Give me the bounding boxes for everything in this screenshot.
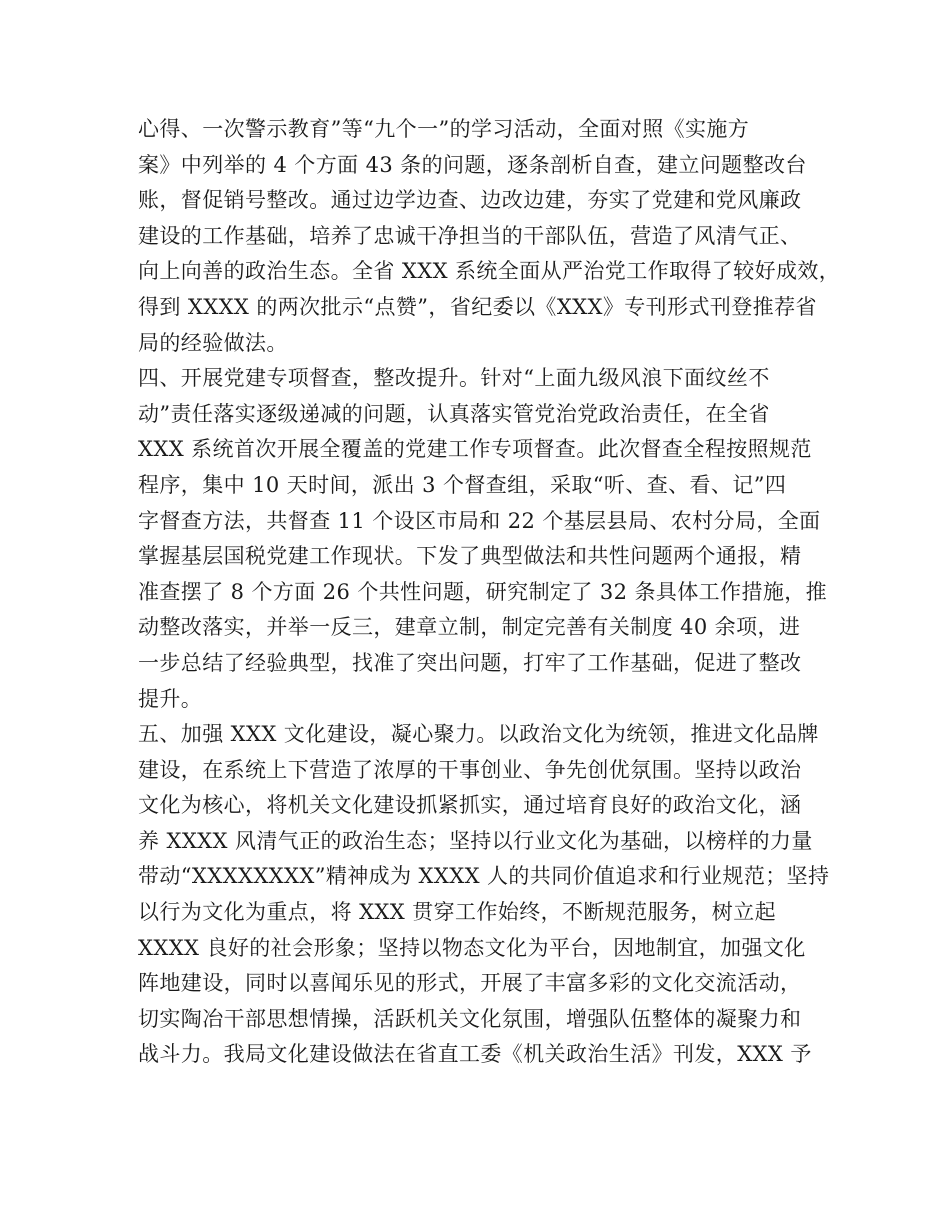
text-line: 局的经验做法。 [138,330,288,355]
text-line: 养 XXXX 风清气正的政治生态；坚持以行业文化为基础，以榜样的力量 [138,828,813,853]
text-line: 提升。 [138,686,203,711]
text-line: 动”责任落实逐级递减的问题，认真落实管党治党政治责任，在全省 [138,401,770,426]
text-line: 一步总结了经验典型，找准了突出问题，打牢了工作基础，促进了整改 [138,650,802,675]
text-line: 掌握基层国税党建工作现状。下发了典型做法和共性问题两个通报，精 [138,544,802,569]
text-line: 阵地建设，同时以喜闻乐见的形式，开展了丰富多彩的文化交流活动， [138,971,802,996]
document-body [138,112,841,1073]
text-line: 程序，集中 10 天时间，派出 3 个督查组，采取“听、查、看、记”四 [138,472,787,497]
text-line: 文化为核心，将机关文化建设抓紧抓实，通过培育良好的政治文化，涵 [138,793,802,818]
text-line: 字督查方法，共督查 11 个设区市局和 22 个基层县局、农村分局，全面 [138,508,821,533]
text-line: 以行为文化为重点，将 XXX 贯穿工作始终，不断规范服务，树立起 [138,900,776,925]
text-line: 账，督促销号整改。通过边学边查、边改边建，夯实了党建和党风廉政 [138,188,802,213]
text-line: 准查摆了 8 个方面 26 个共性问题，研究制定了 32 条具体工作措施，推 [138,579,828,604]
text-line: XXXX 良好的社会形象；坚持以物态文化为平台，因地制宜，加强文化 [138,935,806,960]
text-line: 得到 XXXX 的两次批示“点赞”，省纪委以《XXX》专刊形式刊登推荐省 [138,294,817,319]
text-line: 带动“XXXXXXXX”精神成为 XXXX 人的共同价值追求和行业规范；坚持 [138,864,830,889]
text-line: XXX 系统首次开展全覆盖的党建工作专项督查。此次督查全程按照规范 [138,437,812,462]
text-line: 战斗力。我局文化建设做法在省直工委《机关政治生活》刊发，XXX 予 [138,1042,812,1067]
text-line: 建设，在系统上下营造了浓厚的干事创业、争先创优氛围。坚持以政治 [138,757,802,782]
text-line: 向上向善的政治生态。全省 XXX 系统全面从严治党工作取得了较好成效， [138,259,841,284]
text-line: 切实陶冶干部思想情操，活跃机关文化氛围，增强队伍整体的凝聚力和 [138,1006,802,1031]
section-heading-line: 五、加强 XXX 文化建设，凝心聚力。以政治文化为统领，推进文化品牌 [138,722,819,747]
text-line: 案》中列举的 4 个方面 43 条的问题，逐条剖析自查，建立问题整改台 [138,152,807,177]
section-heading-line: 四、开展党建专项督查，整改提升。针对“上面九级风浪下面纹丝不 [138,366,770,391]
text-line: 动整改落实，并举一反三，建章立制，制定完善有关制度 40 余项，进 [138,615,801,640]
text-line: 建设的工作基础，培养了忠诚干净担当的干部队伍，营造了风清气正、 [138,223,802,248]
text-line: 心得、一次警示教育”等“九个一”的学习活动，全面对照《实施方 [138,117,750,141]
